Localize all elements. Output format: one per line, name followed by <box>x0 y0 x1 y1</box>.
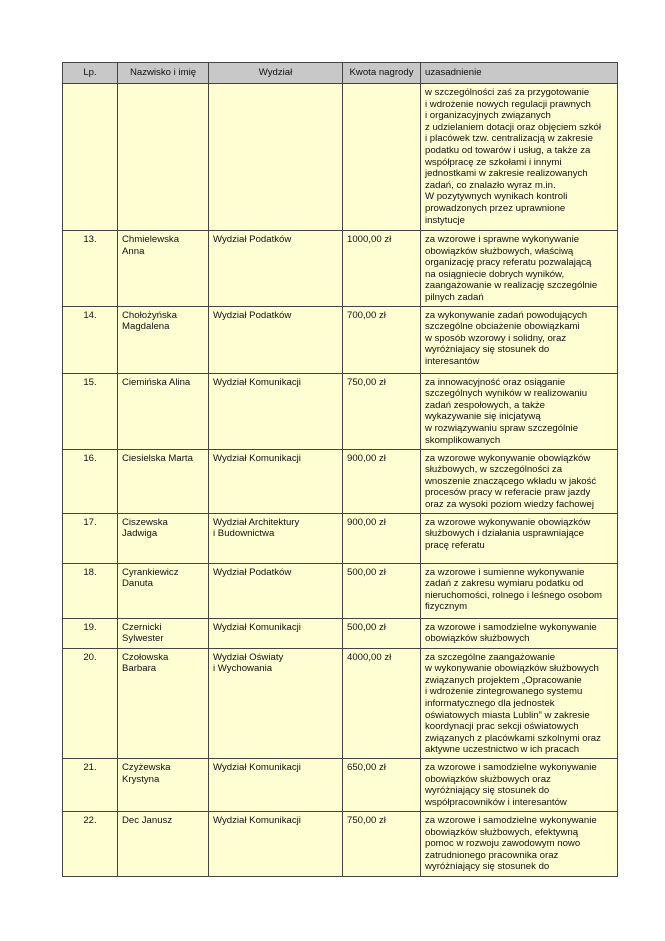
cell-name: Ciemińska Alina <box>118 373 209 449</box>
cell-lp: 17. <box>63 513 118 563</box>
cell-reason: za wzorowe i sumienne wykonywanie zadań z zakresu wymiaru podatku od nieruchomości, rolnego i leśnego osobom fizycznym <box>421 563 618 618</box>
cell-department: Wydział Komunikacji <box>209 618 343 648</box>
cell-amount: 700,00 zł <box>343 306 421 373</box>
cell-name: Ciszewska Jadwiga <box>118 513 209 563</box>
cell-reason: za wzorowe wykonywanie obowiązków służbowych, w szczególności za wnoszenie znaczącego wkładu w jakość procesów pracy w referacie praw jazdy oraz za wysoki poziom wiedzy fachowej <box>421 449 618 513</box>
cell-lp: 18. <box>63 563 118 618</box>
cell-name: Dec Janusz <box>118 811 209 876</box>
header-reason: uzasadnienie <box>421 63 618 84</box>
header-lp: Lp. <box>63 63 118 84</box>
cell-lp: 14. <box>63 306 118 373</box>
cell-department: Wydział Komunikacji <box>209 758 343 811</box>
cell-department: Wydział Oświaty i Wychowania <box>209 648 343 758</box>
cell-name <box>118 84 209 231</box>
cell-department: Wydział Podatków <box>209 231 343 307</box>
cell-reason: za wykonywanie zadań powodujących szczególne obciażenie obowiązkami w sposób wzorowy i solidny, oraz wyróżniajacy się stosunek do interesantów <box>421 306 618 373</box>
cell-lp: 16. <box>63 449 118 513</box>
cell-amount: 4000,00 zł <box>343 648 421 758</box>
header-amount: Kwota nagrody <box>343 63 421 84</box>
table-row <box>63 563 618 618</box>
cell-reason: za wzorowe i samodzielne wykonywanie obowiązków służbowych oraz wyróżniający się stosunek do współpracowników i interesantów <box>421 758 618 811</box>
cell-name: Cyrankiewicz Danuta <box>118 563 209 618</box>
cell-department <box>209 84 343 231</box>
cell-reason: za wzorowe i samodzielne wykonywanie obowiązków służbowych, efektywną pomoc w rozwoju zawodowym nowo zatrudnionego pracownika oraz wyróżniający się stosunek do <box>421 811 618 876</box>
cell-amount: 1000,00 zł <box>343 231 421 307</box>
header-department: Wydział <box>209 63 343 84</box>
cell-department: Wydział Komunikacji <box>209 449 343 513</box>
table-header <box>63 63 618 84</box>
cell-name: Czyżewska Krystyna <box>118 758 209 811</box>
cell-lp: 22. <box>63 811 118 876</box>
cell-reason: za wzorowe wykonywanie obowiązków służbowych i działania usprawniające pracę referatu <box>421 513 618 563</box>
cell-department: Wydział Architektury i Budownictwa <box>209 513 343 563</box>
table-row <box>63 648 618 758</box>
cell-lp <box>63 84 118 231</box>
cell-lp: 19. <box>63 618 118 648</box>
cell-lp: 13. <box>63 231 118 307</box>
table-row <box>63 373 618 449</box>
cell-amount: 500,00 zł <box>343 563 421 618</box>
cell-lp: 20. <box>63 648 118 758</box>
cell-reason: za szczególne zaangażowanie w wykonywanie obowiązków służbowych związanych projektem „Opracowanie i wdrożenie zintegrowanego systemu informatycznego dla jednostek oświatowych miasta Lublin” w zakresie koordynacji prac sekcji oświatowych związanych z placówkami szkolnymi oraz aktywne uczestnictwo w ich pracach <box>421 648 618 758</box>
cell-department: Wydział Podatków <box>209 563 343 618</box>
table-row <box>63 231 618 307</box>
table-row <box>63 758 618 811</box>
table-row <box>63 449 618 513</box>
cell-name: Chmielewska Anna <box>118 231 209 307</box>
cell-reason: za wzorowe i samodzielne wykonywanie obowiązków służbowych <box>421 618 618 648</box>
cell-reason: za wzorowe i sprawne wykonywanie obowiązków służbowych, właściwą organizację pracy referatu pozwalającą na osiągniecie dobrych wyników, zaangażowanie w realizację szczególnie pilnych zadań <box>421 231 618 307</box>
cell-name: Czernicki Sylwester <box>118 618 209 648</box>
cell-reason: za innowacyjność oraz osiąganie szczególnych wyników w realizowaniu zadań zespołowych, a także wykazywanie się inicjatywą w rozwiązywaniu spraw szczególnie skomplikowanych <box>421 373 618 449</box>
cell-lp: 21. <box>63 758 118 811</box>
cell-department: Wydział Komunikacji <box>209 811 343 876</box>
table-row <box>63 513 618 563</box>
header-name: Nazwisko i imię <box>118 63 209 84</box>
cell-name: Ciesielska Marta <box>118 449 209 513</box>
cell-name: Czołowska Barbara <box>118 648 209 758</box>
cell-department: Wydział Komunikacji <box>209 373 343 449</box>
cell-lp: 15. <box>63 373 118 449</box>
cell-amount: 900,00 zł <box>343 513 421 563</box>
cell-name: Chołożyńska Magdalena <box>118 306 209 373</box>
cell-amount: 650,00 zł <box>343 758 421 811</box>
cell-amount: 500,00 zł <box>343 618 421 648</box>
table-row-continuation <box>63 84 618 231</box>
table-row <box>63 811 618 876</box>
table-row <box>63 306 618 373</box>
cell-amount: 750,00 zł <box>343 373 421 449</box>
cell-amount: 900,00 zł <box>343 449 421 513</box>
cell-department: Wydział Podatków <box>209 306 343 373</box>
cell-reason: w szczególności zaś za przygotowanie i wdrożenie nowych regulacji prawnych i organizacyjnych związanych z udzielaniem dotacji oraz objęciem szkół i placówek tzw. centralizacją w zakresie podatku od towarów i usług, a także za współpracę ze szkołami i innymi jednostkami w zakresie realizowanych zadań, co znalazło wyraz m.in. W pozytywnych wynikach kontroli prowadzonych przez uprawnione instytucje <box>421 84 618 231</box>
table-row <box>63 618 618 648</box>
awards-table <box>62 62 618 877</box>
cell-amount <box>343 84 421 231</box>
cell-amount: 750,00 zł <box>343 811 421 876</box>
